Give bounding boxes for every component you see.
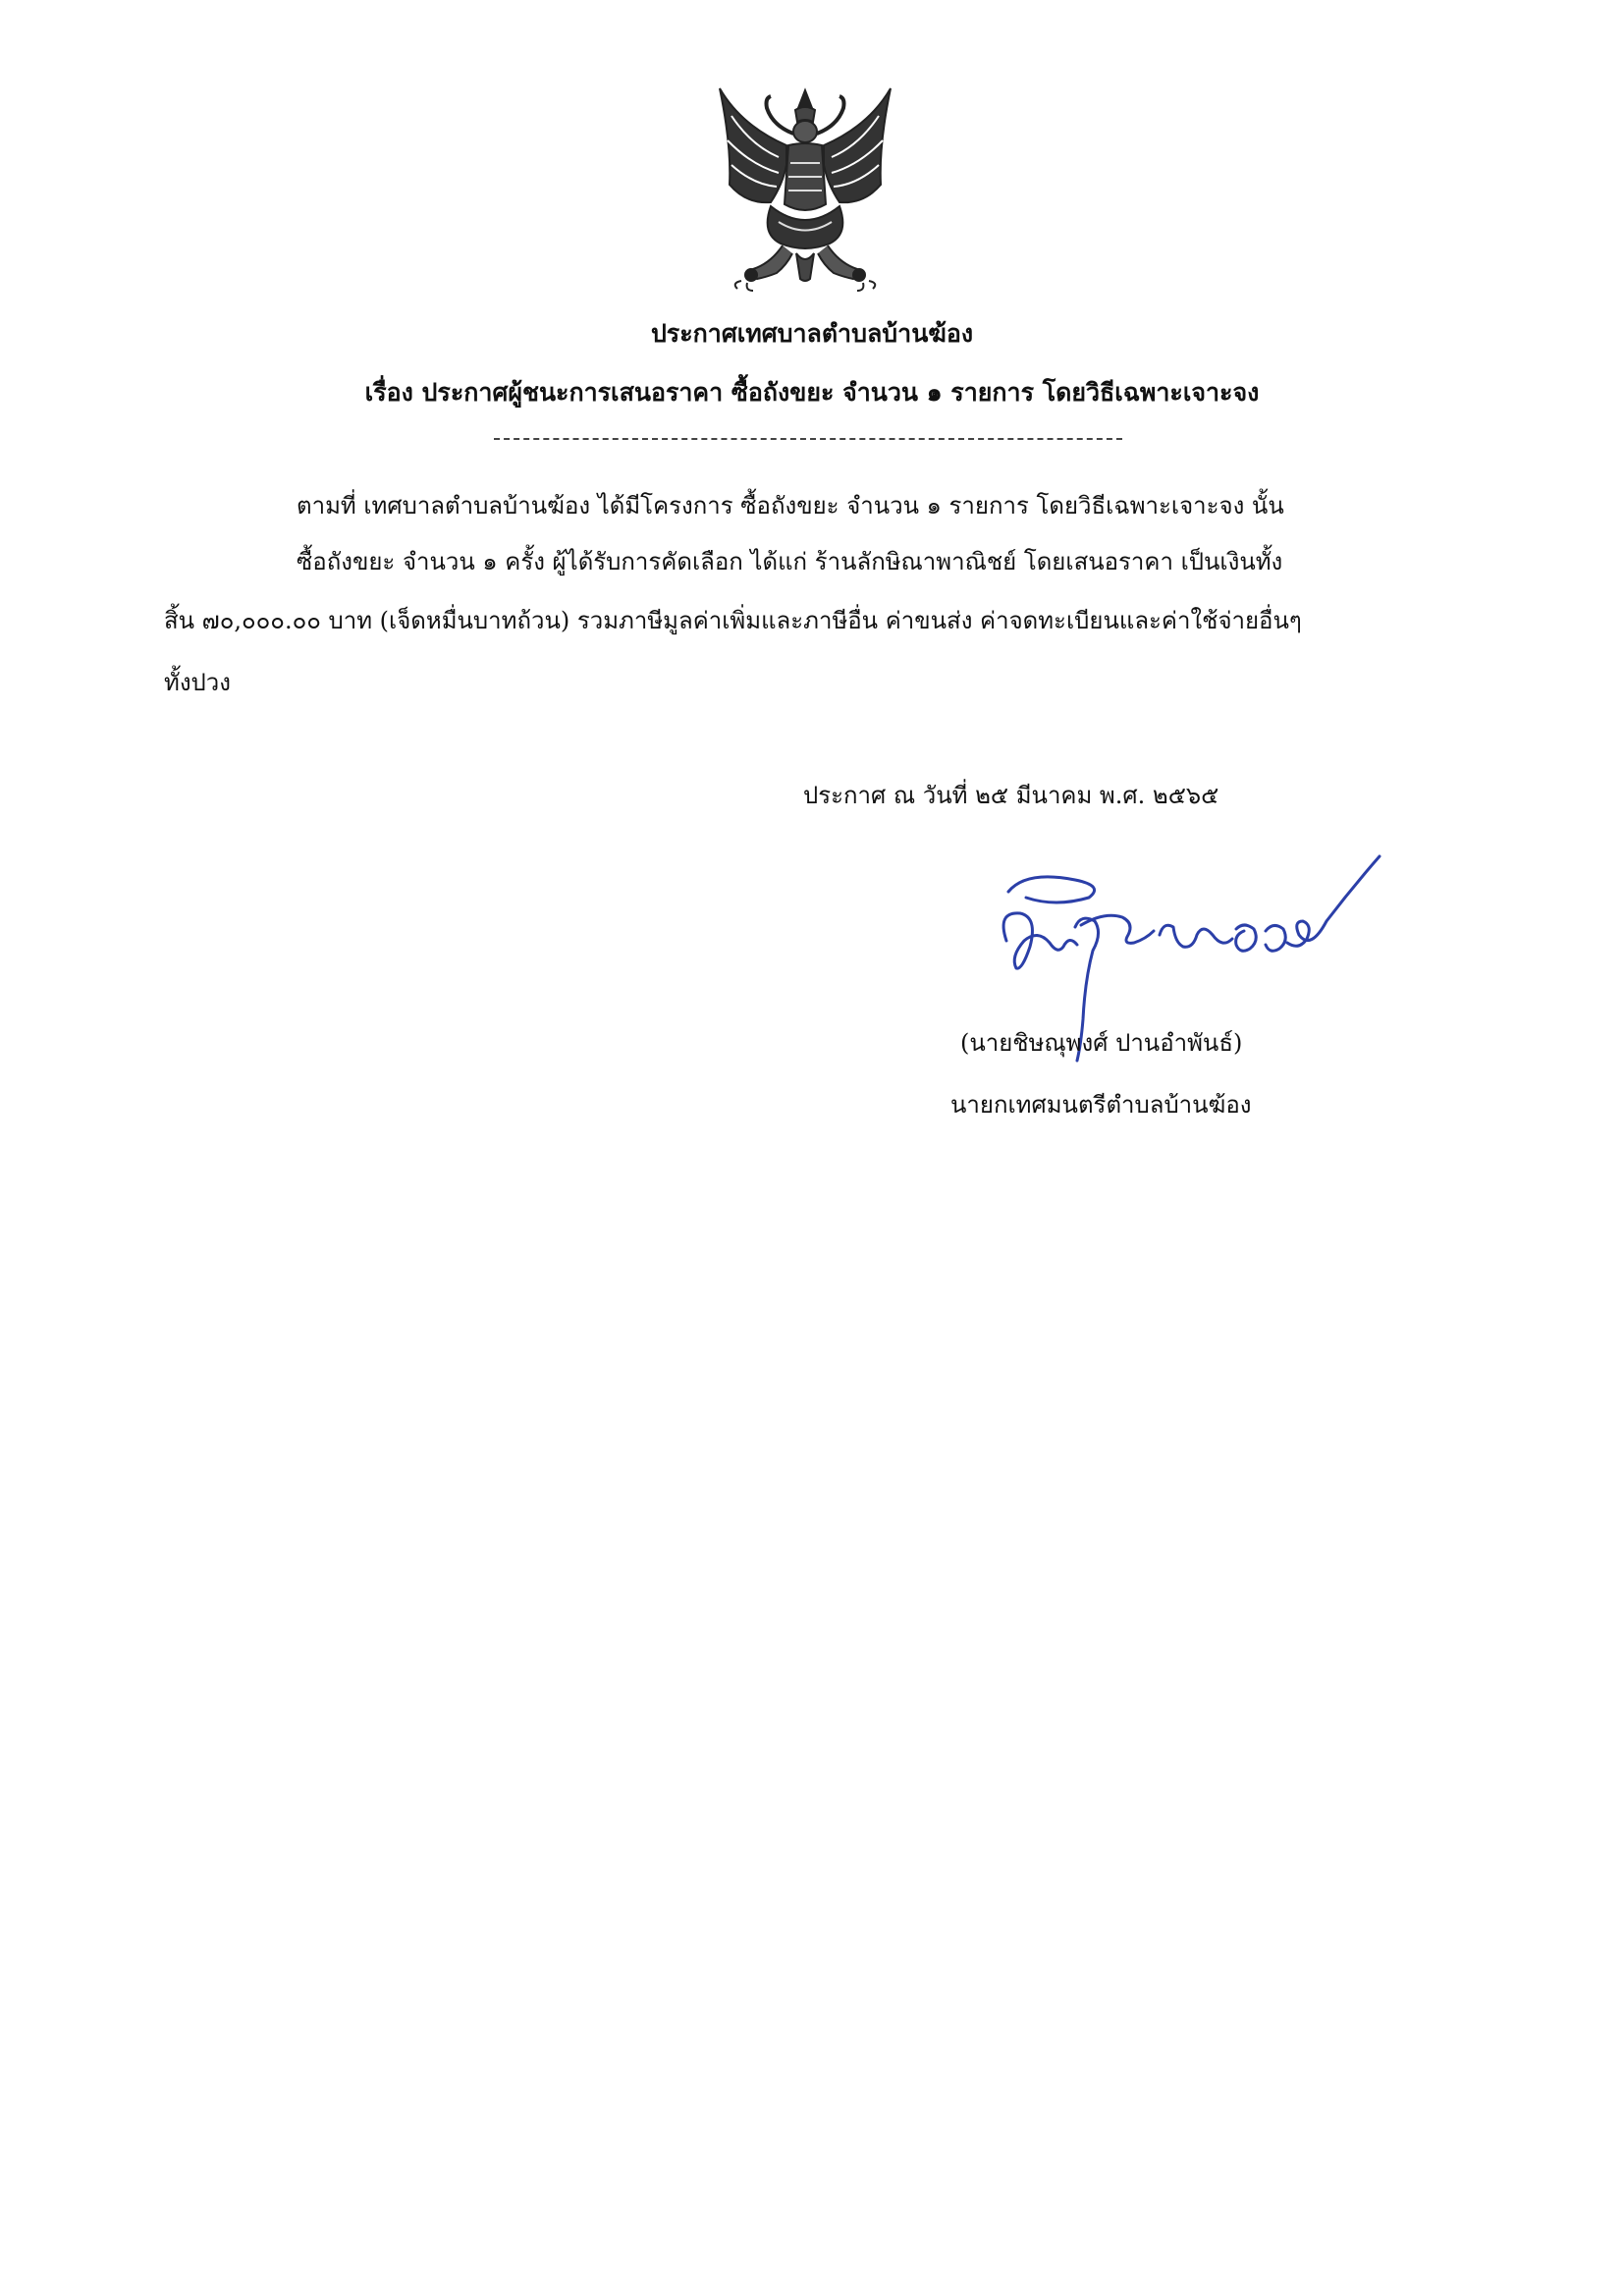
body-line: ทั้งปวง [164,669,231,696]
divider [494,438,1122,440]
signer-title: นายกเทศมนตรีตำบลบ้านฆ้อง [950,1091,1252,1119]
announcement-subject: เรื่อง ประกาศผู้ชนะการเสนอราคา ซื้อถังขยะ จำนวน ๑ รายการ โดยวิธีเฉพาะเจาะจง [364,378,1260,407]
body-line: สิ้น ๗๐,๐๐๐.๐๐ บาท (เจ็ดหมื่นบาทถ้วน) รวมภาษีมูลค่าเพิ่มและภาษีอื่น ค่าขนส่ง ค่าจดทะเบียนและค่าใช้จ่ายอื่นๆ [164,607,1302,634]
garuda-emblem-icon [702,86,908,293]
signer-name: (นายชิษณุพงศ์ ปานอำพันธ์) [960,1029,1243,1057]
body-line: ตามที่ เทศบาลตำบลบ้านฆ้อง ได้มีโครงการ ซื้อถังขยะ จำนวน ๑ รายการ โดยวิธีเฉพาะเจาะจง นั้น [297,492,1284,519]
announcement-title: ประกาศเทศบาลตำบลบ้านฆ้อง [650,319,974,348]
announcement-date: ประกาศ ณ วันที่ ๒๕ มีนาคม พ.ศ. ๒๕๖๕ [803,782,1219,809]
body-line: ซื้อถังขยะ จำนวน ๑ ครั้ง ผู้ได้รับการคัดเลือก ได้แก่ ร้านลักษิณาพาณิชย์ โดยเสนอราคา เป็นเงินทั้ง [297,548,1283,575]
